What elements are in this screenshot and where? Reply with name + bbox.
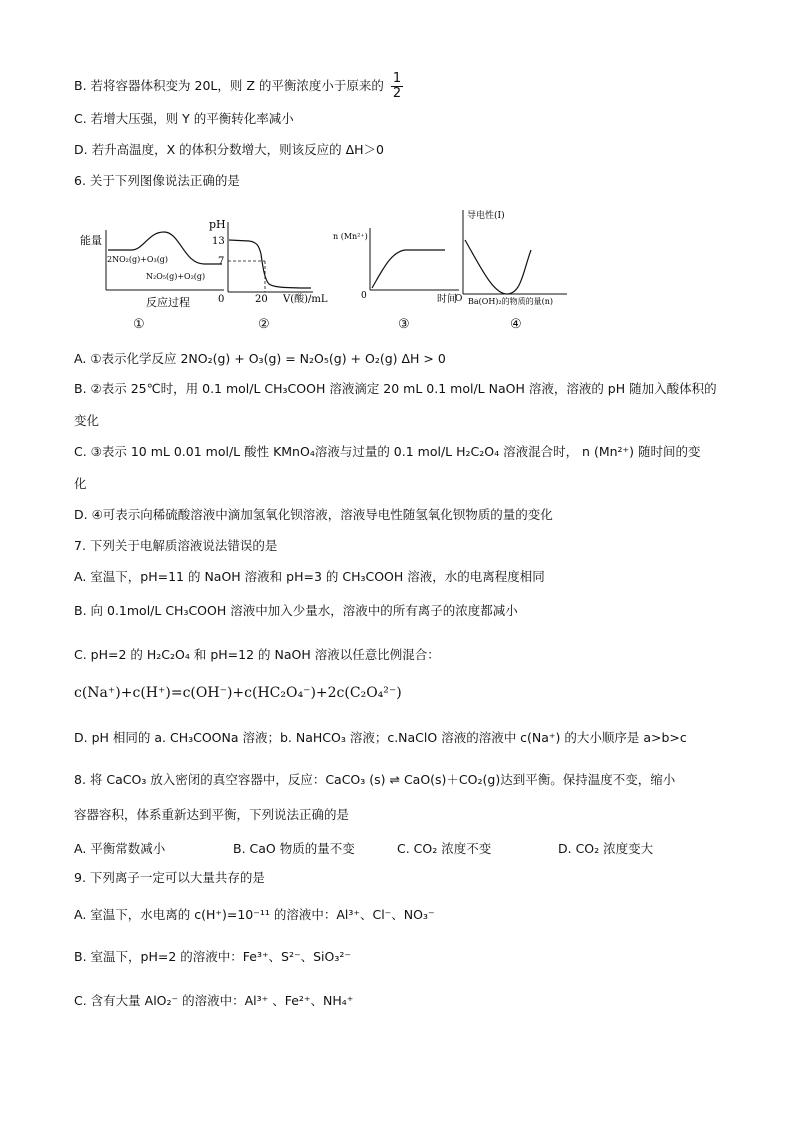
figure-1-energy-diagram [76, 222, 226, 312]
q6-option-c-line2: 化 [74, 476, 87, 491]
q6-option-d: D. ④可表示向稀硫酸溶液中滴加氢氧化钡溶液，溶液导电性随氢氧化钡物质的量的变化 [74, 507, 553, 522]
q8-option-c: C. CO₂ 浓度不变 [397, 841, 492, 856]
figure-2-tick-20: 20 [255, 294, 268, 305]
figure-1-caption: ① [133, 317, 145, 332]
q8-option-a: A. 平衡常数减小 [74, 841, 166, 856]
figure-2-ph-curve [229, 240, 311, 288]
figure-2-tick-13: 13 [212, 236, 225, 247]
figure-1-ylabel: 能量 [80, 234, 102, 247]
figure-3-caption: ③ [398, 317, 410, 332]
figure-4-ylabel: 导电性(I) [467, 211, 505, 221]
fraction-denominator: 2 [392, 86, 402, 101]
q9-stem: 9. 下列离子一定可以大量共存的是 [74, 870, 265, 885]
figure-2-ylabel: pH [209, 218, 226, 231]
figure-2-xlabel: V(酸)/mL [283, 294, 328, 305]
figure-3-mn-amount-curve [333, 224, 463, 304]
figure-3-ylabel: n (Mn²⁺) [333, 232, 368, 241]
q8-option-b: B. CaO 物质的量不变 [233, 841, 355, 856]
figure-2-titration-curve [207, 214, 337, 310]
q9-option-a: A. 室温下，水电离的 c(H⁺)=10⁻¹¹ 的溶液中：Al³⁺、Cl⁻、NO₃⁻ [74, 907, 435, 922]
figure-1-xlabel: 反应过程 [146, 296, 190, 309]
q5-option-d: D. 若升高温度，X 的体积分数增大，则该反应的 ΔH＞0 [74, 142, 384, 157]
q5-option-b [74, 72, 403, 101]
q6-option-b-line1: B. ②表示 25℃时，用 0.1 mol/L CH₃COOH 溶液滴定 20 mL 0.1 mol/L NaOH 溶液，溶液的 pH 随加入酸体积的 [74, 381, 717, 396]
q7-option-b: B. 向 0.1mol/L CH₃COOH 溶液中加入少量水，溶液中的所有离子的浓度都减小 [74, 603, 518, 618]
figure-3-origin: 0 [361, 291, 367, 301]
figure-2-tick-0: 0 [218, 294, 225, 305]
q5-option-c: C. 若增大压强，则 Y 的平衡转化率减小 [74, 111, 294, 126]
q7-stem: 7. 下列关于电解质溶液说法错误的是 [74, 538, 278, 553]
q7-option-d: D. pH 相同的 a. CH₃COONa 溶液；b. NaHCO₃ 溶液；c.NaClO 溶液的溶液中 c(Na⁺) 的大小顺序是 a>b>c [74, 730, 687, 745]
q6-option-a: A. ①表示化学反应 2NO₂(g) + O₃(g) = N₂O₅(g) + O₂(g) ΔH > 0 [74, 351, 446, 366]
figure-4-conductivity-line [465, 240, 531, 294]
figure-4-origin: O [455, 294, 463, 304]
q6-option-c-line1: C. ③表示 10 mL 0.01 mol/L 酸性 KMnO₄溶液与过量的 0.1 mol/L H₂C₂O₄ 溶液混合时， n (Mn²⁺) 随时间的变 [74, 444, 701, 459]
q7-option-a: A. 室温下，pH=11 的 NaOH 溶液和 pH=3 的 CH₃COOH 溶液，水的电离程度相同 [74, 569, 545, 584]
figure-4-xlabel: Ba(OH)₂的物质的量(n) [468, 297, 554, 306]
q6-option-b-line2: 变化 [74, 413, 100, 428]
figure-3-xlabel: 时间 [437, 294, 457, 304]
figure-4-caption: ④ [510, 317, 522, 332]
q8-option-d: D. CO₂ 浓度变大 [558, 841, 654, 856]
figure-1-products-label: N₂O₅(g)+O₂(g) [146, 272, 206, 281]
q9-option-c: C. 含有大量 AlO₂⁻ 的溶液中：Al³⁺ 、Fe²⁺、NH₄⁺ [74, 993, 354, 1008]
figure-1-reactants-label: 2NO₂(g)+O₃(g) [107, 255, 169, 264]
q7-option-c-equation: c(Na⁺)+c(H⁺)=c(OH⁻)+c(HC₂O₄⁻)+2c(C₂O₄²⁻) [74, 685, 402, 701]
figure-4-conductivity-curve [455, 206, 575, 308]
figure-2-tick-7: 7 [218, 256, 225, 267]
figure-3-amount-curve [372, 250, 445, 288]
figure-2-caption: ② [258, 317, 270, 332]
fraction-numerator: 1 [392, 71, 402, 86]
q8-stem-line1: 8. 将 CaCO₃ 放入密闭的真空容器中，反应：CaCO₃ (s) ⇌ CaO(s)＋CO₂(g)达到平衡。保持温度不变，缩小 [74, 772, 676, 787]
q8-stem-line2: 容器容积，体系重新达到平衡，下列说法正确的是 [74, 807, 350, 822]
fraction-one-half [391, 72, 403, 101]
q5-option-b-text: B. 若将容器体积变为 20L，则 Z 的平衡浓度小于原来的 [74, 78, 384, 93]
q6-stem: 6. 关于下列图像说法正确的是 [74, 173, 240, 188]
q7-option-c-line1: C. pH=2 的 H₂C₂O₄ 和 pH=12 的 NaOH 溶液以任意比例混合： [74, 647, 440, 662]
q9-option-b: B. 室温下，pH=2 的溶液中：Fe³⁺、S²⁻、SiO₃²⁻ [74, 949, 351, 964]
